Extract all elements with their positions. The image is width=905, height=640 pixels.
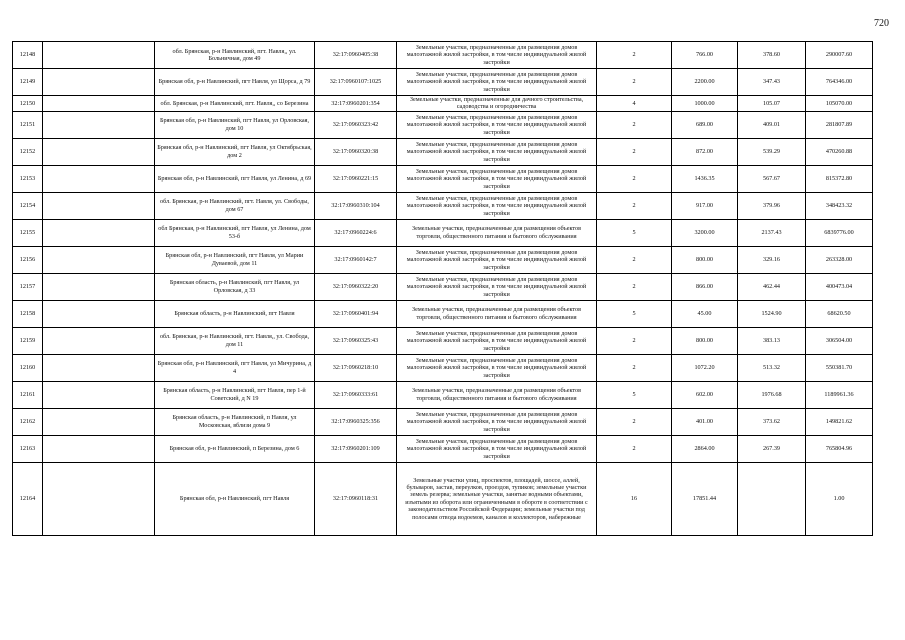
use-group-cell: 5	[597, 219, 672, 246]
cadastral-number-cell: 32:17:0960320:38	[315, 138, 397, 165]
land-use-cell: Земельные участки, предназначенные для размещения домов малоэтажной жилой застройки, в том числе индивидуальной жилой застройки	[397, 246, 597, 273]
row-number: 12162	[13, 408, 43, 435]
cadastral-number-cell: 32:17:0960201:354	[315, 96, 397, 112]
area-cell: 3200.00	[672, 219, 738, 246]
specific-value-cell: 379.96	[738, 192, 806, 219]
cadastral-value-cell: 1189961.36	[806, 381, 873, 408]
area-cell: 917.00	[672, 192, 738, 219]
area-cell: 872.00	[672, 138, 738, 165]
cadastral-value-cell: 550381.70	[806, 354, 873, 381]
blank-cell	[43, 327, 155, 354]
land-use-cell: Земельные участки, предназначенные для размещения домов малоэтажной жилой застройки, в том числе индивидуальной жилой застройки	[397, 69, 597, 96]
specific-value-cell: 462.44	[738, 273, 806, 300]
area-cell: 800.00	[672, 327, 738, 354]
row-number: 12156	[13, 246, 43, 273]
blank-cell	[43, 408, 155, 435]
blank-cell	[43, 69, 155, 96]
table-row	[13, 462, 873, 535]
specific-value-cell: 2137.43	[738, 219, 806, 246]
table-row	[13, 219, 873, 246]
specific-value-cell: 105.07	[738, 96, 806, 112]
use-group-cell: 16	[597, 462, 672, 535]
blank-cell	[43, 219, 155, 246]
table-row	[13, 327, 873, 354]
cadastral-value-cell: 400473.04	[806, 273, 873, 300]
use-group-cell: 2	[597, 246, 672, 273]
area-cell: 45.00	[672, 300, 738, 327]
row-number: 12160	[13, 354, 43, 381]
address-cell: обл. Брянская, р-н Навлинский, пгт. Навля,, ул. Свобода, дом 11	[155, 327, 315, 354]
specific-value-cell: 1524.90	[738, 300, 806, 327]
cadastral-number-cell: 32:17:0960107:1025	[315, 69, 397, 96]
area-cell: 1436.35	[672, 165, 738, 192]
use-group-cell: 2	[597, 111, 672, 138]
row-number: 12152	[13, 138, 43, 165]
specific-value-cell: 378.60	[738, 42, 806, 69]
specific-value-cell: 267.39	[738, 435, 806, 462]
address-cell: Брянская обл, р-н Навлинский, пгт Навля	[155, 462, 315, 535]
specific-value-cell: 329.16	[738, 246, 806, 273]
row-number: 12158	[13, 300, 43, 327]
area-cell: 1000.00	[672, 96, 738, 112]
address-cell: Брянская область, р-н Навлинский, п Навля, ул Московская, вблизи дома 9	[155, 408, 315, 435]
blank-cell	[43, 165, 155, 192]
use-group-cell: 2	[597, 273, 672, 300]
cadastral-value-cell: 263328.00	[806, 246, 873, 273]
blank-cell	[43, 138, 155, 165]
address-cell: обл. Брянская, р-н Навлинский, пгт. Навля, ул. Свободы, дом 67	[155, 192, 315, 219]
cadastral-number-cell: 32:17:0960201:109	[315, 435, 397, 462]
table-row	[13, 165, 873, 192]
row-number: 12149	[13, 69, 43, 96]
land-use-cell: Земельные участки, предназначенные для размещения домов малоэтажной жилой застройки, в том числе индивидуальной жилой застройки	[397, 435, 597, 462]
address-cell: Брянская область, р-н Навлинский, пгт Навля, ул Орловская, д 33	[155, 273, 315, 300]
use-group-cell: 2	[597, 165, 672, 192]
use-group-cell: 2	[597, 42, 672, 69]
table-row	[13, 246, 873, 273]
blank-cell	[43, 273, 155, 300]
use-group-cell: 2	[597, 138, 672, 165]
address-cell: обл. Брянская, р-н Навлинский, пгт. Навля,, со Березина	[155, 96, 315, 112]
cadastral-value-cell: 470260.88	[806, 138, 873, 165]
use-group-cell: 2	[597, 408, 672, 435]
cadastral-value-cell: 764346.00	[806, 69, 873, 96]
cadastral-number-cell: 32:17:0960333:61	[315, 381, 397, 408]
cadastral-value-cell: 306504.00	[806, 327, 873, 354]
land-use-cell: Земельные участки, предназначенные для размещения домов малоэтажной жилой застройки, в том числе индивидуальной жилой застройки	[397, 273, 597, 300]
cadastral-number-cell: 32:17:0960325:356	[315, 408, 397, 435]
cadastral-value-cell: 68620.50	[806, 300, 873, 327]
area-cell: 602.00	[672, 381, 738, 408]
table-row	[13, 354, 873, 381]
row-number: 12150	[13, 96, 43, 112]
area-cell: 2200.00	[672, 69, 738, 96]
table-row	[13, 69, 873, 96]
address-cell: Брянская обл, р-н Навлинский, пгт Навля, ул Ленина, д 69	[155, 165, 315, 192]
row-number: 12153	[13, 165, 43, 192]
table-row	[13, 192, 873, 219]
table-row	[13, 408, 873, 435]
cadastral-value-cell: 1.00	[806, 462, 873, 535]
area-cell: 17851.44	[672, 462, 738, 535]
cadastral-value-cell: 815372.80	[806, 165, 873, 192]
address-cell: Брянская обл, р-н Навлинский, пгт Навля, ул Орловская, дом 10	[155, 111, 315, 138]
use-group-cell: 5	[597, 381, 672, 408]
use-group-cell: 2	[597, 354, 672, 381]
specific-value-cell: 513.32	[738, 354, 806, 381]
cadastral-value-cell: 348423.32	[806, 192, 873, 219]
row-number: 12157	[13, 273, 43, 300]
address-cell: Брянская обл, р-н Навлинский, пгт Навля, ул Щорса, д 79	[155, 69, 315, 96]
page-number: 720	[874, 18, 889, 29]
land-use-cell: Земельные участки, предназначенные для размещения домов малоэтажной жилой застройки, в том числе индивидуальной жилой застройки	[397, 111, 597, 138]
cadastral-number-cell: 32:17:0960221:15	[315, 165, 397, 192]
use-group-cell: 2	[597, 192, 672, 219]
specific-value-cell: 1976.68	[738, 381, 806, 408]
table-row	[13, 381, 873, 408]
address-cell: Брянская область, р-н Навлинский, пгт Навля	[155, 300, 315, 327]
table-row	[13, 42, 873, 69]
specific-value-cell	[738, 462, 806, 535]
land-use-cell: Земельные участки, предназначенные для размещения домов малоэтажной жилой застройки, в том числе индивидуальной жилой застройки	[397, 138, 597, 165]
land-use-cell: Земельные участки, предназначенные для дачного строительства, садоводства и огородничества	[397, 96, 597, 112]
land-use-cell: Земельные участки, предназначенные для размещения объектов торговли, общественного питания и бытового обслуживания	[397, 219, 597, 246]
cadastral-number-cell: 32:17:0960325:43	[315, 327, 397, 354]
use-group-cell: 2	[597, 435, 672, 462]
specific-value-cell: 373.62	[738, 408, 806, 435]
use-group-cell: 2	[597, 69, 672, 96]
specific-value-cell: 347.43	[738, 69, 806, 96]
specific-value-cell: 567.67	[738, 165, 806, 192]
table-row	[13, 435, 873, 462]
cadastral-number-cell: 32:17:0960142:7	[315, 246, 397, 273]
blank-cell	[43, 381, 155, 408]
row-number: 12154	[13, 192, 43, 219]
table-row	[13, 138, 873, 165]
specific-value-cell: 539.29	[738, 138, 806, 165]
table-row	[13, 273, 873, 300]
row-number: 12161	[13, 381, 43, 408]
land-use-cell: Земельные участки, предназначенные для размещения объектов торговли, общественного питания и бытового обслуживания	[397, 300, 597, 327]
cadastral-number-cell: 32:17:0960118:31	[315, 462, 397, 535]
land-use-cell: Земельные участки, предназначенные для размещения объектов торговли, общественного питания и бытового обслуживания	[397, 381, 597, 408]
cadastral-value-cell: 281807.89	[806, 111, 873, 138]
area-cell: 401.00	[672, 408, 738, 435]
land-use-cell: Земельные участки, предназначенные для размещения домов малоэтажной жилой застройки, в том числе индивидуальной жилой застройки	[397, 408, 597, 435]
land-use-cell: Земельные участки, предназначенные для размещения домов малоэтажной жилой застройки, в том числе индивидуальной жилой застройки	[397, 327, 597, 354]
cadastral-number-cell: 32:17:0960224:6	[315, 219, 397, 246]
land-use-cell: Земельные участки, предназначенные для размещения домов малоэтажной жилой застройки, в том числе индивидуальной жилой застройки	[397, 192, 597, 219]
row-number: 12155	[13, 219, 43, 246]
row-number: 12148	[13, 42, 43, 69]
address-cell: обл Брянская, р-н Навлинский, пгт Навля, ул Ленина, дом 53-б	[155, 219, 315, 246]
address-cell: обл. Брянская, р-н Навлинский, пгт. Навля,, ул. Больничная, дом 49	[155, 42, 315, 69]
blank-cell	[43, 435, 155, 462]
specific-value-cell: 383.13	[738, 327, 806, 354]
land-use-cell: Земельные участки улиц, проспектов, площадей, шоссе, аллей, бульваров, застав, переулков, проездов, тупиков; земельные участки земель резерва; земельные участки, занятые водными объектами, изъятыми из оборота или ограниченными в обороте в соответствии с законодательством Российской Федерации; земельные участки под полосами отвода водоемов, каналов и коллекторов, набережные	[397, 462, 597, 535]
blank-cell	[43, 462, 155, 535]
address-cell: Брянская обл, р-н Навлинский, пгт Навля, ул Мичурина, д 4	[155, 354, 315, 381]
land-use-cell: Земельные участки, предназначенные для размещения домов малоэтажной жилой застройки, в том числе индивидуальной жилой застройки	[397, 354, 597, 381]
blank-cell	[43, 246, 155, 273]
land-use-cell: Земельные участки, предназначенные для размещения домов малоэтажной жилой застройки, в том числе индивидуальной жилой застройки	[397, 165, 597, 192]
use-group-cell: 5	[597, 300, 672, 327]
cadastral-number-cell: 32:17:0960405:38	[315, 42, 397, 69]
blank-cell	[43, 192, 155, 219]
blank-cell	[43, 300, 155, 327]
specific-value-cell: 409.01	[738, 111, 806, 138]
area-cell: 1072.20	[672, 354, 738, 381]
row-number: 12164	[13, 462, 43, 535]
address-cell: Брянская обл, р-н Навлинский, п Березина, дом 6	[155, 435, 315, 462]
cadastral-number-cell: 32:17:0960310:104	[315, 192, 397, 219]
blank-cell	[43, 96, 155, 112]
address-cell: Брянская обл, р-н Навлинский, пгт Навля, ул Октябрьская, дом 2	[155, 138, 315, 165]
use-group-cell: 4	[597, 96, 672, 112]
address-cell: Брянская обл, р-н Навлинский, пгт Навля, ул Марии Дуваевой, дом 11	[155, 246, 315, 273]
land-use-cell: Земельные участки, предназначенные для размещения домов малоэтажной жилой застройки, в том числе индивидуальной жилой застройки	[397, 42, 597, 69]
table-body	[13, 42, 873, 536]
cadastral-number-cell: 32:17:0960323:42	[315, 111, 397, 138]
cadastral-value-cell: 290007.60	[806, 42, 873, 69]
blank-cell	[43, 111, 155, 138]
row-number: 12159	[13, 327, 43, 354]
table-row	[13, 111, 873, 138]
address-cell: Брянская область, р-н Навлинский, пгт Навля, пер 1-й Советский, д N 19	[155, 381, 315, 408]
area-cell: 766.00	[672, 42, 738, 69]
row-number: 12163	[13, 435, 43, 462]
table-row	[13, 96, 873, 112]
cadastral-value-cell: 6839776.00	[806, 219, 873, 246]
table-row	[13, 300, 873, 327]
cadastral-value-table	[12, 41, 873, 536]
cadastral-value-cell: 149821.62	[806, 408, 873, 435]
blank-cell	[43, 42, 155, 69]
cadastral-value-cell: 765804.96	[806, 435, 873, 462]
area-cell: 800.00	[672, 246, 738, 273]
row-number: 12151	[13, 111, 43, 138]
cadastral-number-cell: 32:17:0960218:10	[315, 354, 397, 381]
cadastral-number-cell: 32:17:0960401:94	[315, 300, 397, 327]
area-cell: 689.00	[672, 111, 738, 138]
area-cell: 2864.00	[672, 435, 738, 462]
area-cell: 866.00	[672, 273, 738, 300]
cadastral-value-cell: 105070.00	[806, 96, 873, 112]
use-group-cell: 2	[597, 327, 672, 354]
blank-cell	[43, 354, 155, 381]
cadastral-number-cell: 32:17:0960322:20	[315, 273, 397, 300]
